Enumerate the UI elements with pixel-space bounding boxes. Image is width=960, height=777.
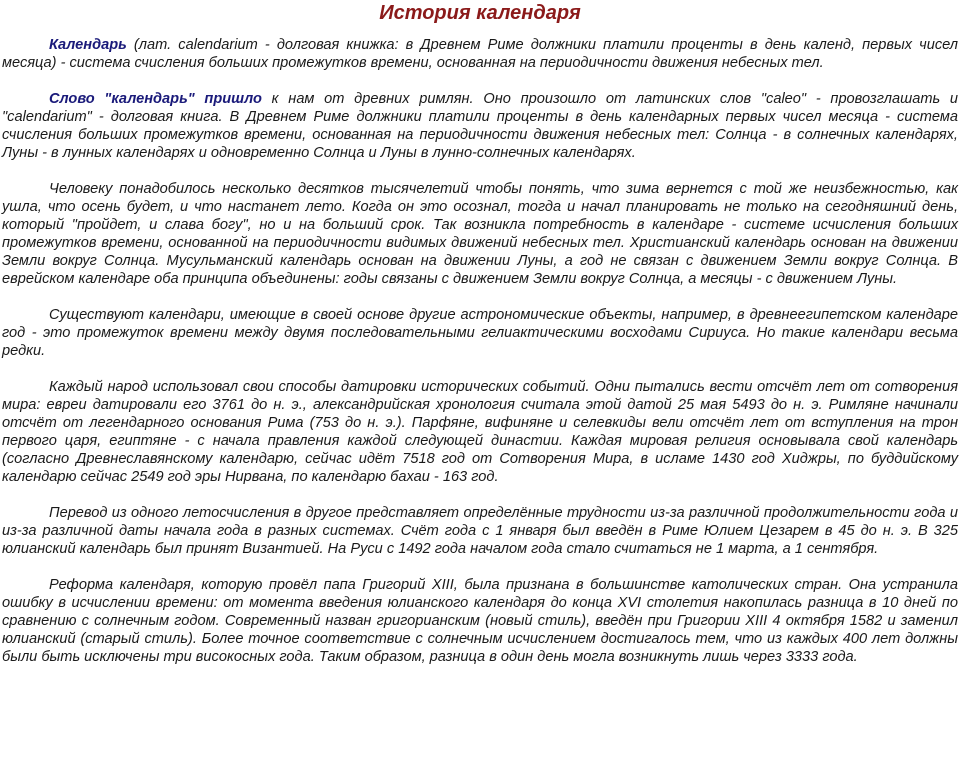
paragraph-7 xyxy=(2,576,958,666)
paragraph-6-text: Перевод из одного летосчисления в другое представляет определённые трудности из-за различной продолжительности года и из-за различной даты начала года в разных системах. Счёт года с 1 января был введён в Риме Юлием Цезарем в 45 до н. э. В 325 юлианский календарь был принят Византией. На Руси с 1492 года началом года стало считаться не 1 марта, а 1 сентября. xyxy=(2,505,958,557)
paragraph-3-text: Человеку понадобилось несколько десятков тысячелетий чтобы понять, что зима вернется с той же неизбежностью, как ушла, что осень будет, и что настанет лето. Когда он это осознал, тогда и начал планировать не только на сегодняшний день, который "пройдет, и слава богу", но и на больший срок. Так возникла потребность в календаре - системе исчисления больших промежутков времени, основанной на периодичности видимых движений небесных тел. Христианский календарь основан на движении Земли вокруг Солнца. Мусульманский календарь основан на движении Луны, а год не связан с движением Земли вокруг Солнца. В еврейском календаре оба принципа объединены: годы связаны с движением Земли вокруг Солнца, а месяцы - с движением Луны. xyxy=(2,181,958,287)
paragraph-5-text: Каждый народ использовал свои способы датировки исторических событий. Одни пытались вести отсчёт лет от сотворения мира: евреи датировали его 3761 до н. э., александрийская хронология считала этой датой 25 мая 5493 до н. э. Римляне начинали отсчёт от легендарного основания Рима (753 до н. э.). Парфяне, вифиняне и селевкиды вели отсчёт лет от вступления на трон первого царя, египтяне - с начала правления каждой следующей династии. Каждая мировая религия основывала свой календарь (согласно Древнеславянскому календарю, сейчас идёт 7518 год от Сотворения Мира, в исламе 1430 год Хиджры, по буддийскому календарю сейчас 2549 год эры Нирвана, по календарю бахаи - 163 год. xyxy=(2,379,958,485)
paragraph-2 xyxy=(2,90,958,162)
paragraph-2-text: к нам от древних римлян. Оно произошло от латинских слов "caleo" - провозглашать и "calendarium" - долговая книга. В Древнем Риме должники платили проценты в день календарных первых чисел месяца - система счисления больших промежутков времени, основанная на периодичности движения небесных тел: Солнца - в солнечных календарях, Луны - в лунных календарях и одновременно Солнца и Луны в лунно-солнечных календарях. xyxy=(2,91,958,161)
paragraph-1-lead: Календарь xyxy=(49,37,127,53)
article xyxy=(0,2,960,666)
paragraph-6 xyxy=(2,504,958,558)
paragraph-7-text: Реформа календаря, которую провёл папа Григорий XIII, была признана в большинстве католических стран. Она устранила ошибку в исчислении времени: от момента введения юлианского календаря до конца XVI столетия накопилась разница в 10 дней по сравнению с солнечным годом. Современный назван григорианским (новый стиль), введён при Григории XIII 4 октября 1582 и заменил юлианский (старый стиль). Более точное соответствие с солнечным исчислением достигалось тем, что из каждых 400 лет должны были быть исключены три високосных года. Таким образом, разница в один день могла возникнуть лишь через 3333 года. xyxy=(2,577,958,665)
page-title: История календаря xyxy=(379,2,581,24)
paragraph-2-lead: Слово "календарь" пришло xyxy=(49,91,262,107)
paragraph-5 xyxy=(2,378,958,486)
paragraph-4 xyxy=(2,306,958,360)
paragraph-4-text: Существуют календари, имеющие в своей основе другие астрономические объекты, например, в древнеегипетском календаре год - это промежуток времени между двумя последовательными гелиактическими восходами Сириуса. Но такие календари весьма редки. xyxy=(2,307,958,359)
paragraph-1-text: (лат. calendarium - долговая книжка: в Древнем Риме должники платили проценты в день календ, первых чисел месяца) - система счисления больших промежутков времени, основанная на периодичности движения небесных тел. xyxy=(2,37,958,71)
paragraph-1 xyxy=(2,36,958,72)
paragraph-3 xyxy=(2,180,958,288)
